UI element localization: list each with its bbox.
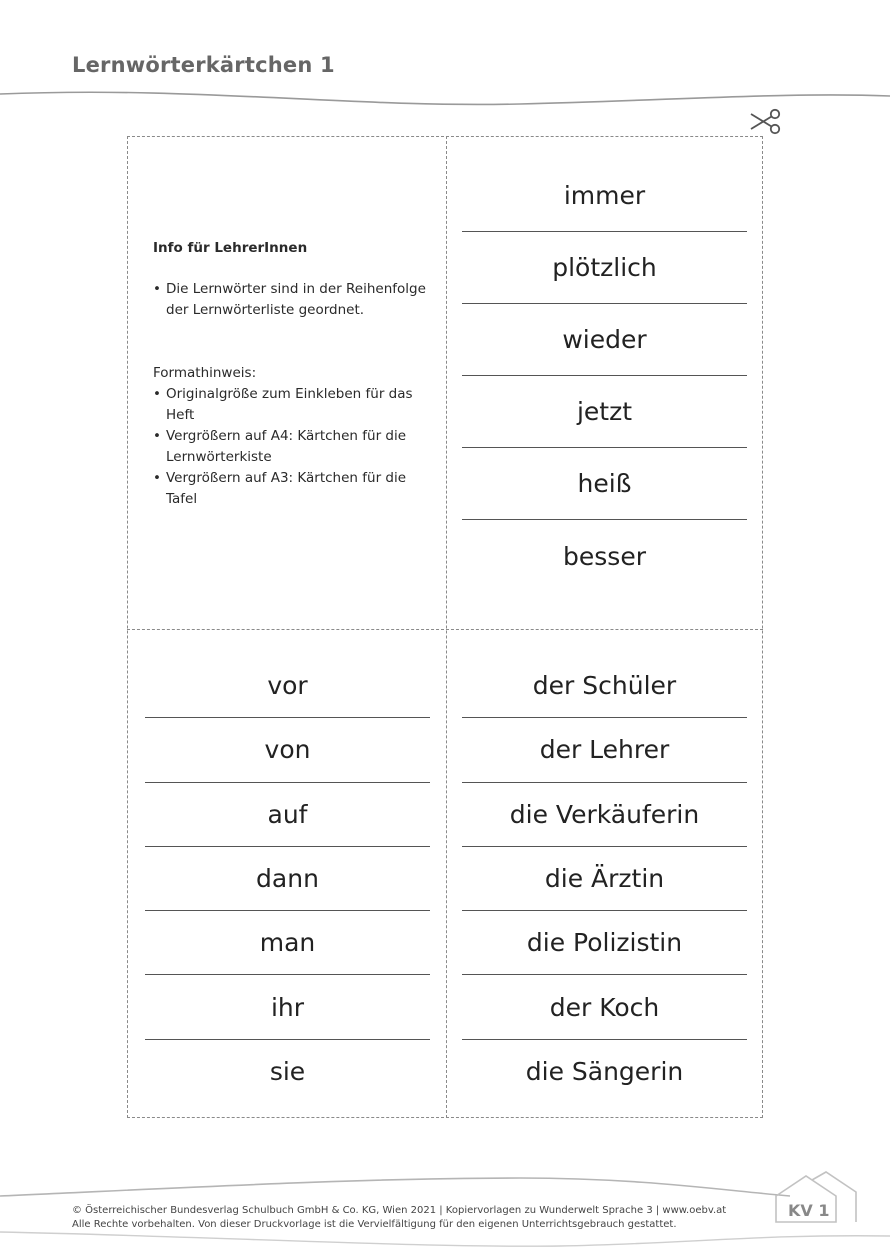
word-item: der Schüler bbox=[462, 654, 747, 718]
word-item: jetzt bbox=[462, 376, 747, 448]
word-item: der Koch bbox=[462, 975, 747, 1039]
word-item: ihr bbox=[145, 975, 430, 1039]
vertical-cut-line bbox=[446, 136, 447, 1118]
page-label: KV 1 bbox=[788, 1201, 830, 1220]
footer-line-1: © Österreichischer Bundesverlag Schulbuch GmbH & Co. KG, Wien 2021 | Kopiervorlagen zu Wunderwelt Sprache 3 | www.oebv.at bbox=[72, 1205, 727, 1216]
word-item: sie bbox=[269, 1057, 306, 1087]
word-item: wieder bbox=[462, 304, 747, 376]
word-card-bottom-left bbox=[145, 654, 430, 1104]
word-item: der Lehrer bbox=[462, 718, 747, 782]
info-bullet: • Die Lernwörter sind in der Reihenfolge der Lernwörterliste geordnet. bbox=[153, 279, 433, 321]
word-item: plötzlich bbox=[462, 232, 747, 304]
footer-copyright bbox=[72, 1204, 772, 1232]
word-item: man bbox=[145, 911, 430, 975]
word-item: die Ärztin bbox=[462, 847, 747, 911]
teacher-info-card bbox=[153, 238, 433, 510]
horizontal-cut-line bbox=[127, 629, 763, 630]
word-item: von bbox=[145, 718, 430, 782]
footer-line-2: Alle Rechte vorbehalten. Von dieser Druckvorlage ist die Vervielfältigung für den eigenen Unterrichtsgebrauch gestattet. bbox=[72, 1219, 677, 1230]
format-bullet: • Vergrößern auf A4: Kärtchen für die Lernwörterkiste bbox=[153, 426, 433, 468]
word-item: dann bbox=[145, 847, 430, 911]
word-item: die Sängerin bbox=[525, 1057, 684, 1087]
format-heading: Formathinweis: bbox=[153, 365, 257, 381]
scissors-icon bbox=[749, 108, 781, 136]
word-item: besser bbox=[563, 541, 646, 571]
format-bullets bbox=[153, 384, 433, 510]
format-bullet: • Originalgröße zum Einkleben für das Heft bbox=[153, 384, 433, 426]
info-heading: Info für LehrerInnen bbox=[153, 240, 308, 256]
word-item: die Verkäuferin bbox=[462, 783, 747, 847]
header-wave-line bbox=[0, 92, 890, 104]
word-item: heiß bbox=[462, 448, 747, 520]
footer-wave-top bbox=[0, 1178, 790, 1196]
word-item: die Polizistin bbox=[462, 911, 747, 975]
word-item: vor bbox=[145, 654, 430, 718]
word-item: auf bbox=[145, 783, 430, 847]
info-bullets bbox=[153, 279, 433, 321]
word-card-top-right bbox=[462, 160, 747, 592]
page-title: Lernwörterkärtchen 1 bbox=[72, 53, 335, 77]
word-item: immer bbox=[462, 160, 747, 232]
footer-wave-bottom bbox=[0, 1232, 890, 1246]
format-bullet: • Vergrößern auf A3: Kärtchen für die Tafel bbox=[153, 468, 433, 510]
word-card-bottom-right bbox=[462, 654, 747, 1104]
